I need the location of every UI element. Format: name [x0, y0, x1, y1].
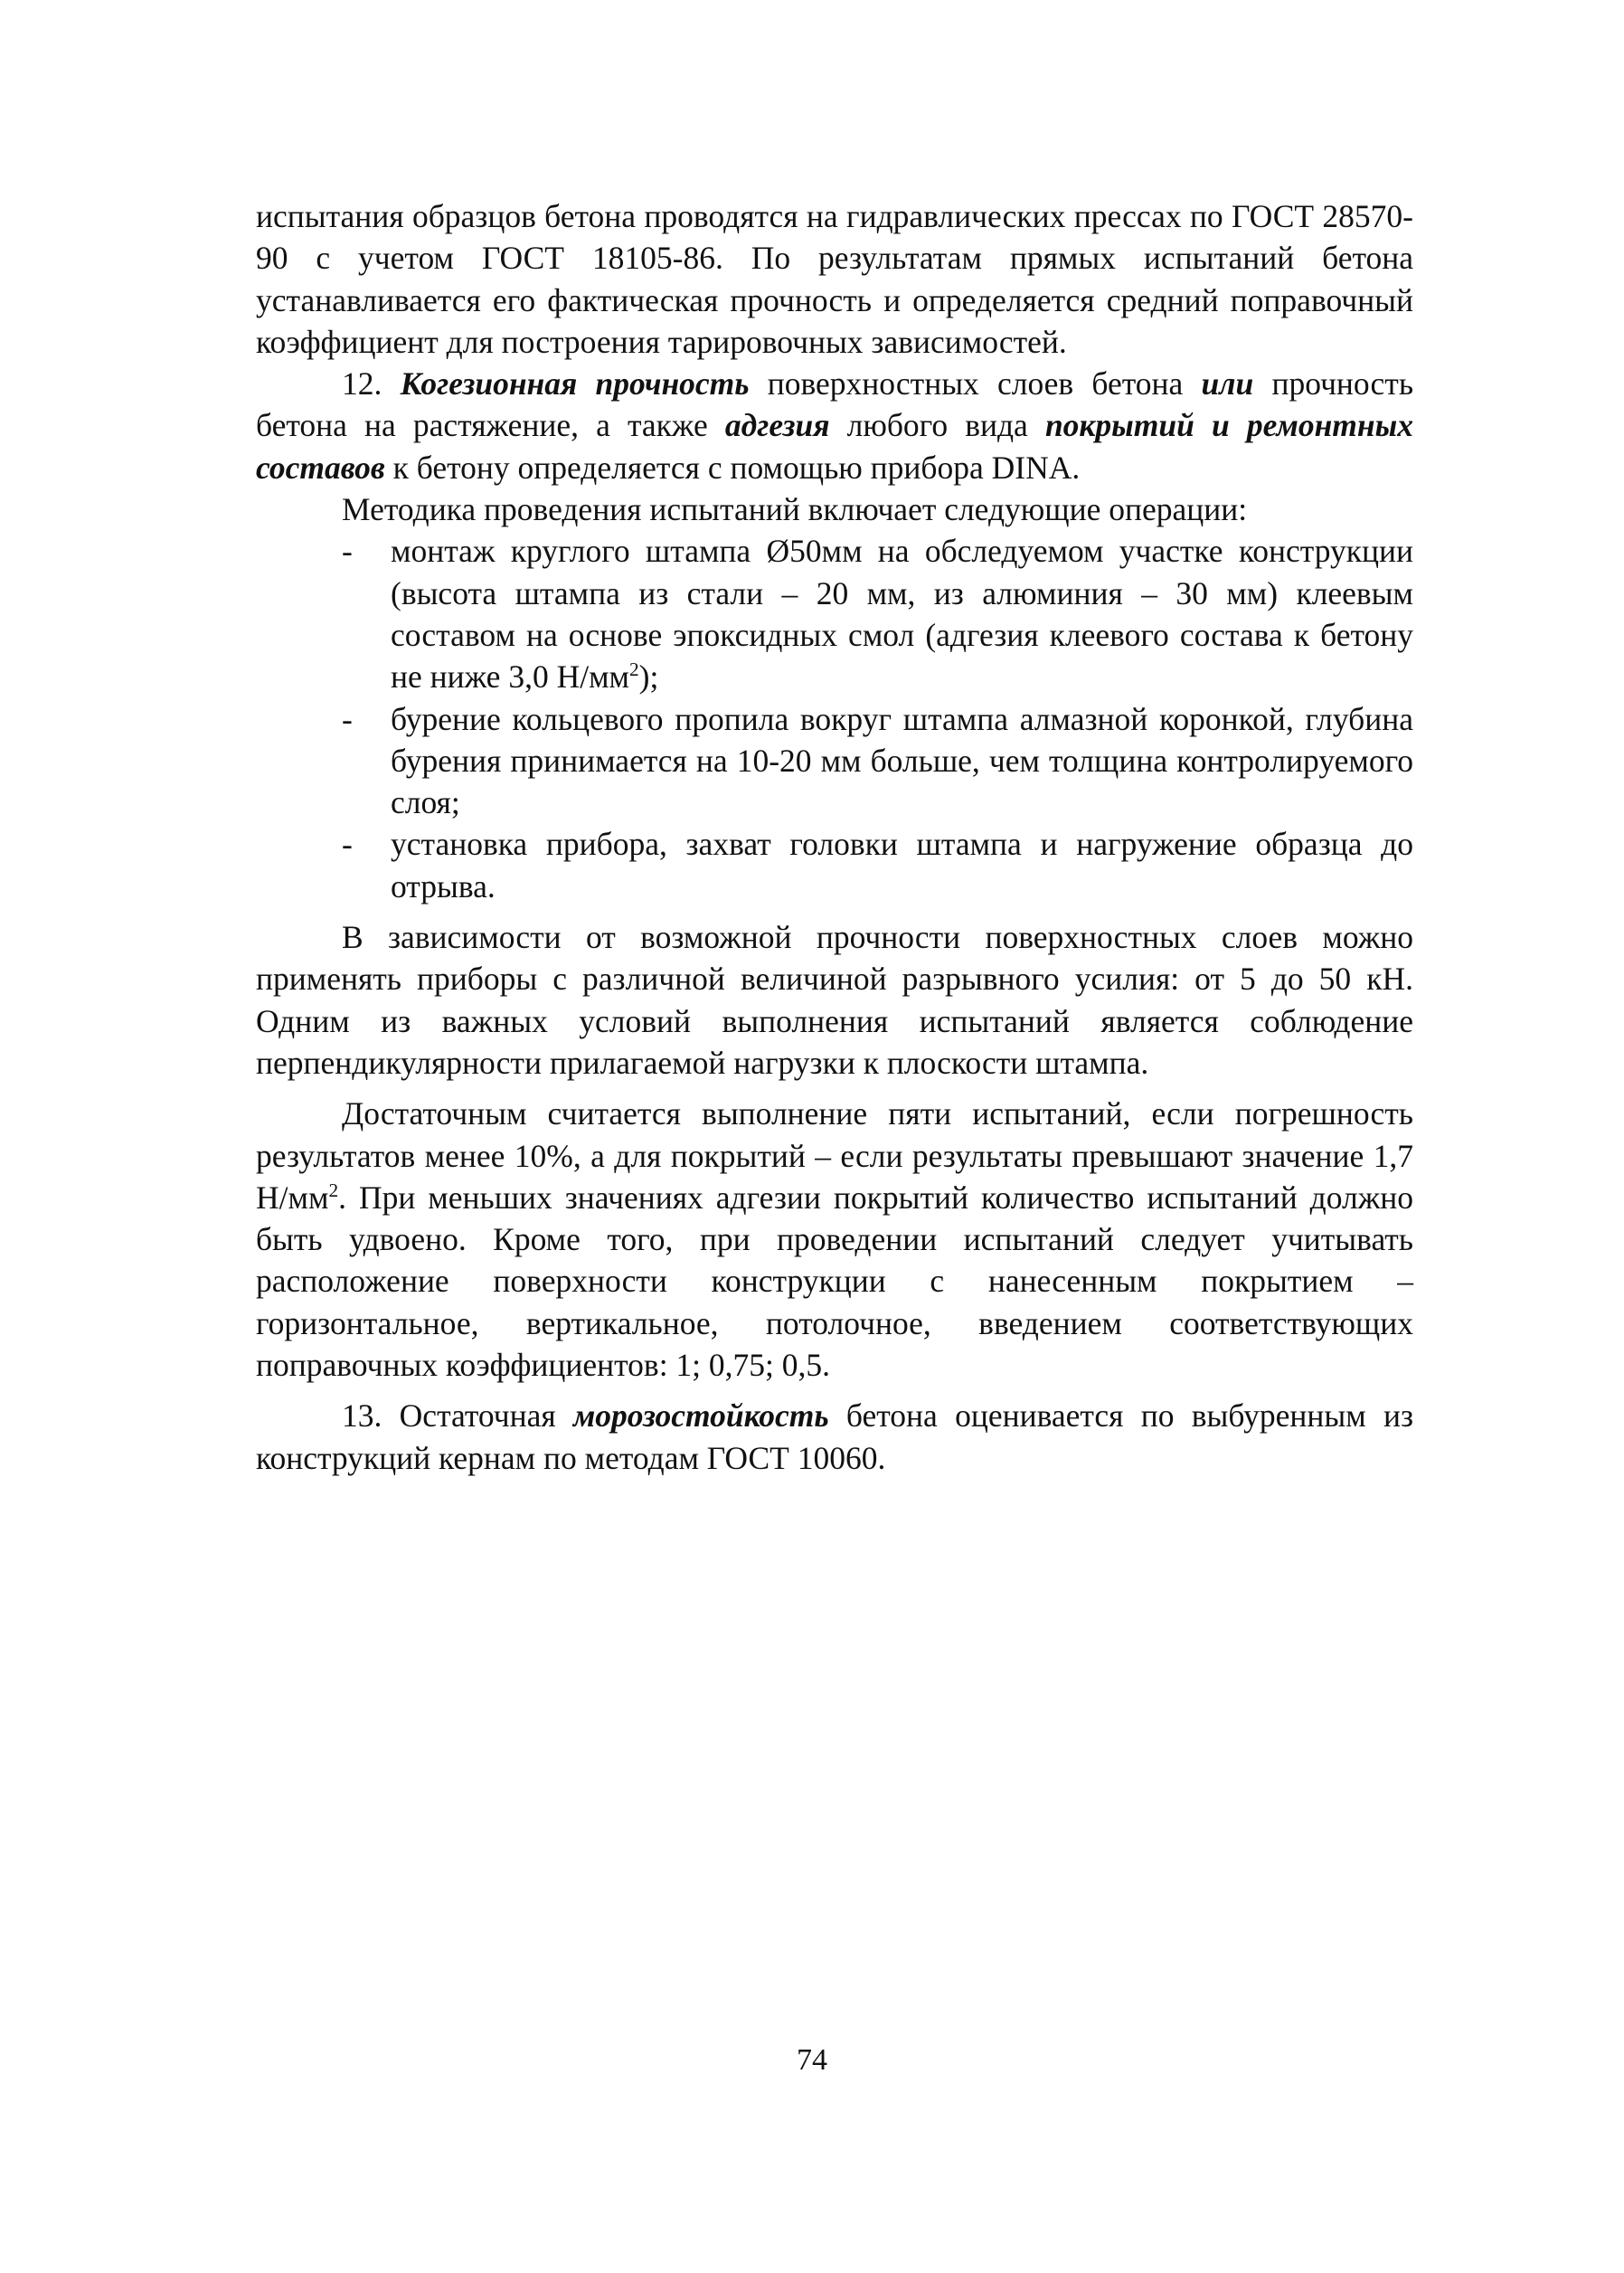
term-cohesive-strength: Когезионная прочность — [400, 365, 750, 403]
list-dash: - — [342, 826, 353, 863]
list-item-text: установка прибора, захват головки штампа и нагружение образца до отрыва. — [391, 826, 1413, 904]
list-item-text-end: ); — [638, 658, 659, 696]
paragraph-text-cont: бетона оценивается по выбуренным из конструкций кернам по методам ГОСТ 10060. — [256, 1397, 1413, 1476]
paragraph-text-cont: . При меньших значениях адгезии покрытий количество испытаний должно быть удвоено. Кроме того, при проведении испытаний следует учитывать расположение поверхности конструкции с нанесенным покрытием – горизонтальное, вертикальное, потолочное, введением соответствующих поправочных коэффициентов: 1; 0,75; 0,5. — [256, 1179, 1413, 1384]
method-intro — [256, 488, 1413, 530]
paragraph-text: В зависимости от возможной прочности поверхностных слоев можно применять приборы с различной величиной разрывного усилия: от 5 до 50 кН. Одним из важных условий выполнения испытаний является соблюдение перпендикулярности прилагаемой нагрузки к плоскости штампа. — [256, 919, 1413, 1081]
list-item-text: бурение кольцевого пропила вокруг штампа алмазной коронкой, глубина бурения принимается на 10-20 мм больше, чем толщина контролируемого слоя; — [391, 700, 1413, 821]
paragraph-text: испытания образцов бетона проводятся на гидравлических прессах по ГОСТ 28570-90 с учетом ГОСТ 18105-86. По результатам прямых испытаний бетона устанавливается его фактическая прочность и определяется средний поправочный коэффициент для построения тарировочных зависимостей. — [256, 198, 1413, 360]
term-or: или — [1201, 365, 1254, 403]
page-body — [256, 195, 1413, 1479]
text-run: поверхностных слоев бетона — [749, 365, 1202, 403]
superscript: 2 — [629, 658, 639, 681]
paragraph-sufficient-tests — [256, 1093, 1413, 1386]
paragraph-testing-presses — [256, 195, 1413, 363]
list-item — [256, 823, 1413, 907]
term-frost-resistance: морозостойкость — [572, 1397, 829, 1435]
superscript: 2 — [328, 1179, 339, 1201]
paragraph-item-13 — [256, 1395, 1413, 1479]
term-adhesion: адгезия — [724, 407, 830, 444]
text-run: к бетону определяется с помощью прибора DINA. — [384, 449, 1081, 486]
text-run: прочность бетона на растяжение, а также — [256, 365, 1414, 444]
paragraph-text: 13. Остаточная — [342, 1397, 573, 1435]
list-dash: - — [342, 700, 353, 737]
operations-list — [256, 530, 1413, 907]
method-intro-text: Методика проведения испытаний включает следующие операции: — [342, 491, 1248, 528]
term-coatings-repair: покрытий и ремонтных составов — [256, 407, 1413, 486]
paragraph-item-12 — [256, 363, 1413, 488]
list-dash: - — [342, 533, 353, 570]
list-item-text: монтаж круглого штампа Ø50мм на обследуемом участке конструкции (высота штампа из стали – 20 мм, из алюминия – 30 мм) клеевым составом на основе эпоксидных смол (адгезия клеевого состава к бетону не ниже 3,0 Н/мм — [391, 533, 1413, 696]
list-item — [256, 530, 1413, 697]
paragraph-devices-range — [256, 916, 1413, 1084]
paragraph-text: Достаточным считается выполнение пяти испытаний, если погрешность результатов менее 10%, а для покрытий – если результаты превышают значение 1,7 Н/мм — [256, 1095, 1413, 1216]
item-number: 12. — [342, 365, 401, 403]
page-number: 74 — [797, 2043, 827, 2077]
text-run: любого вида — [829, 407, 1045, 444]
list-item — [256, 698, 1413, 824]
